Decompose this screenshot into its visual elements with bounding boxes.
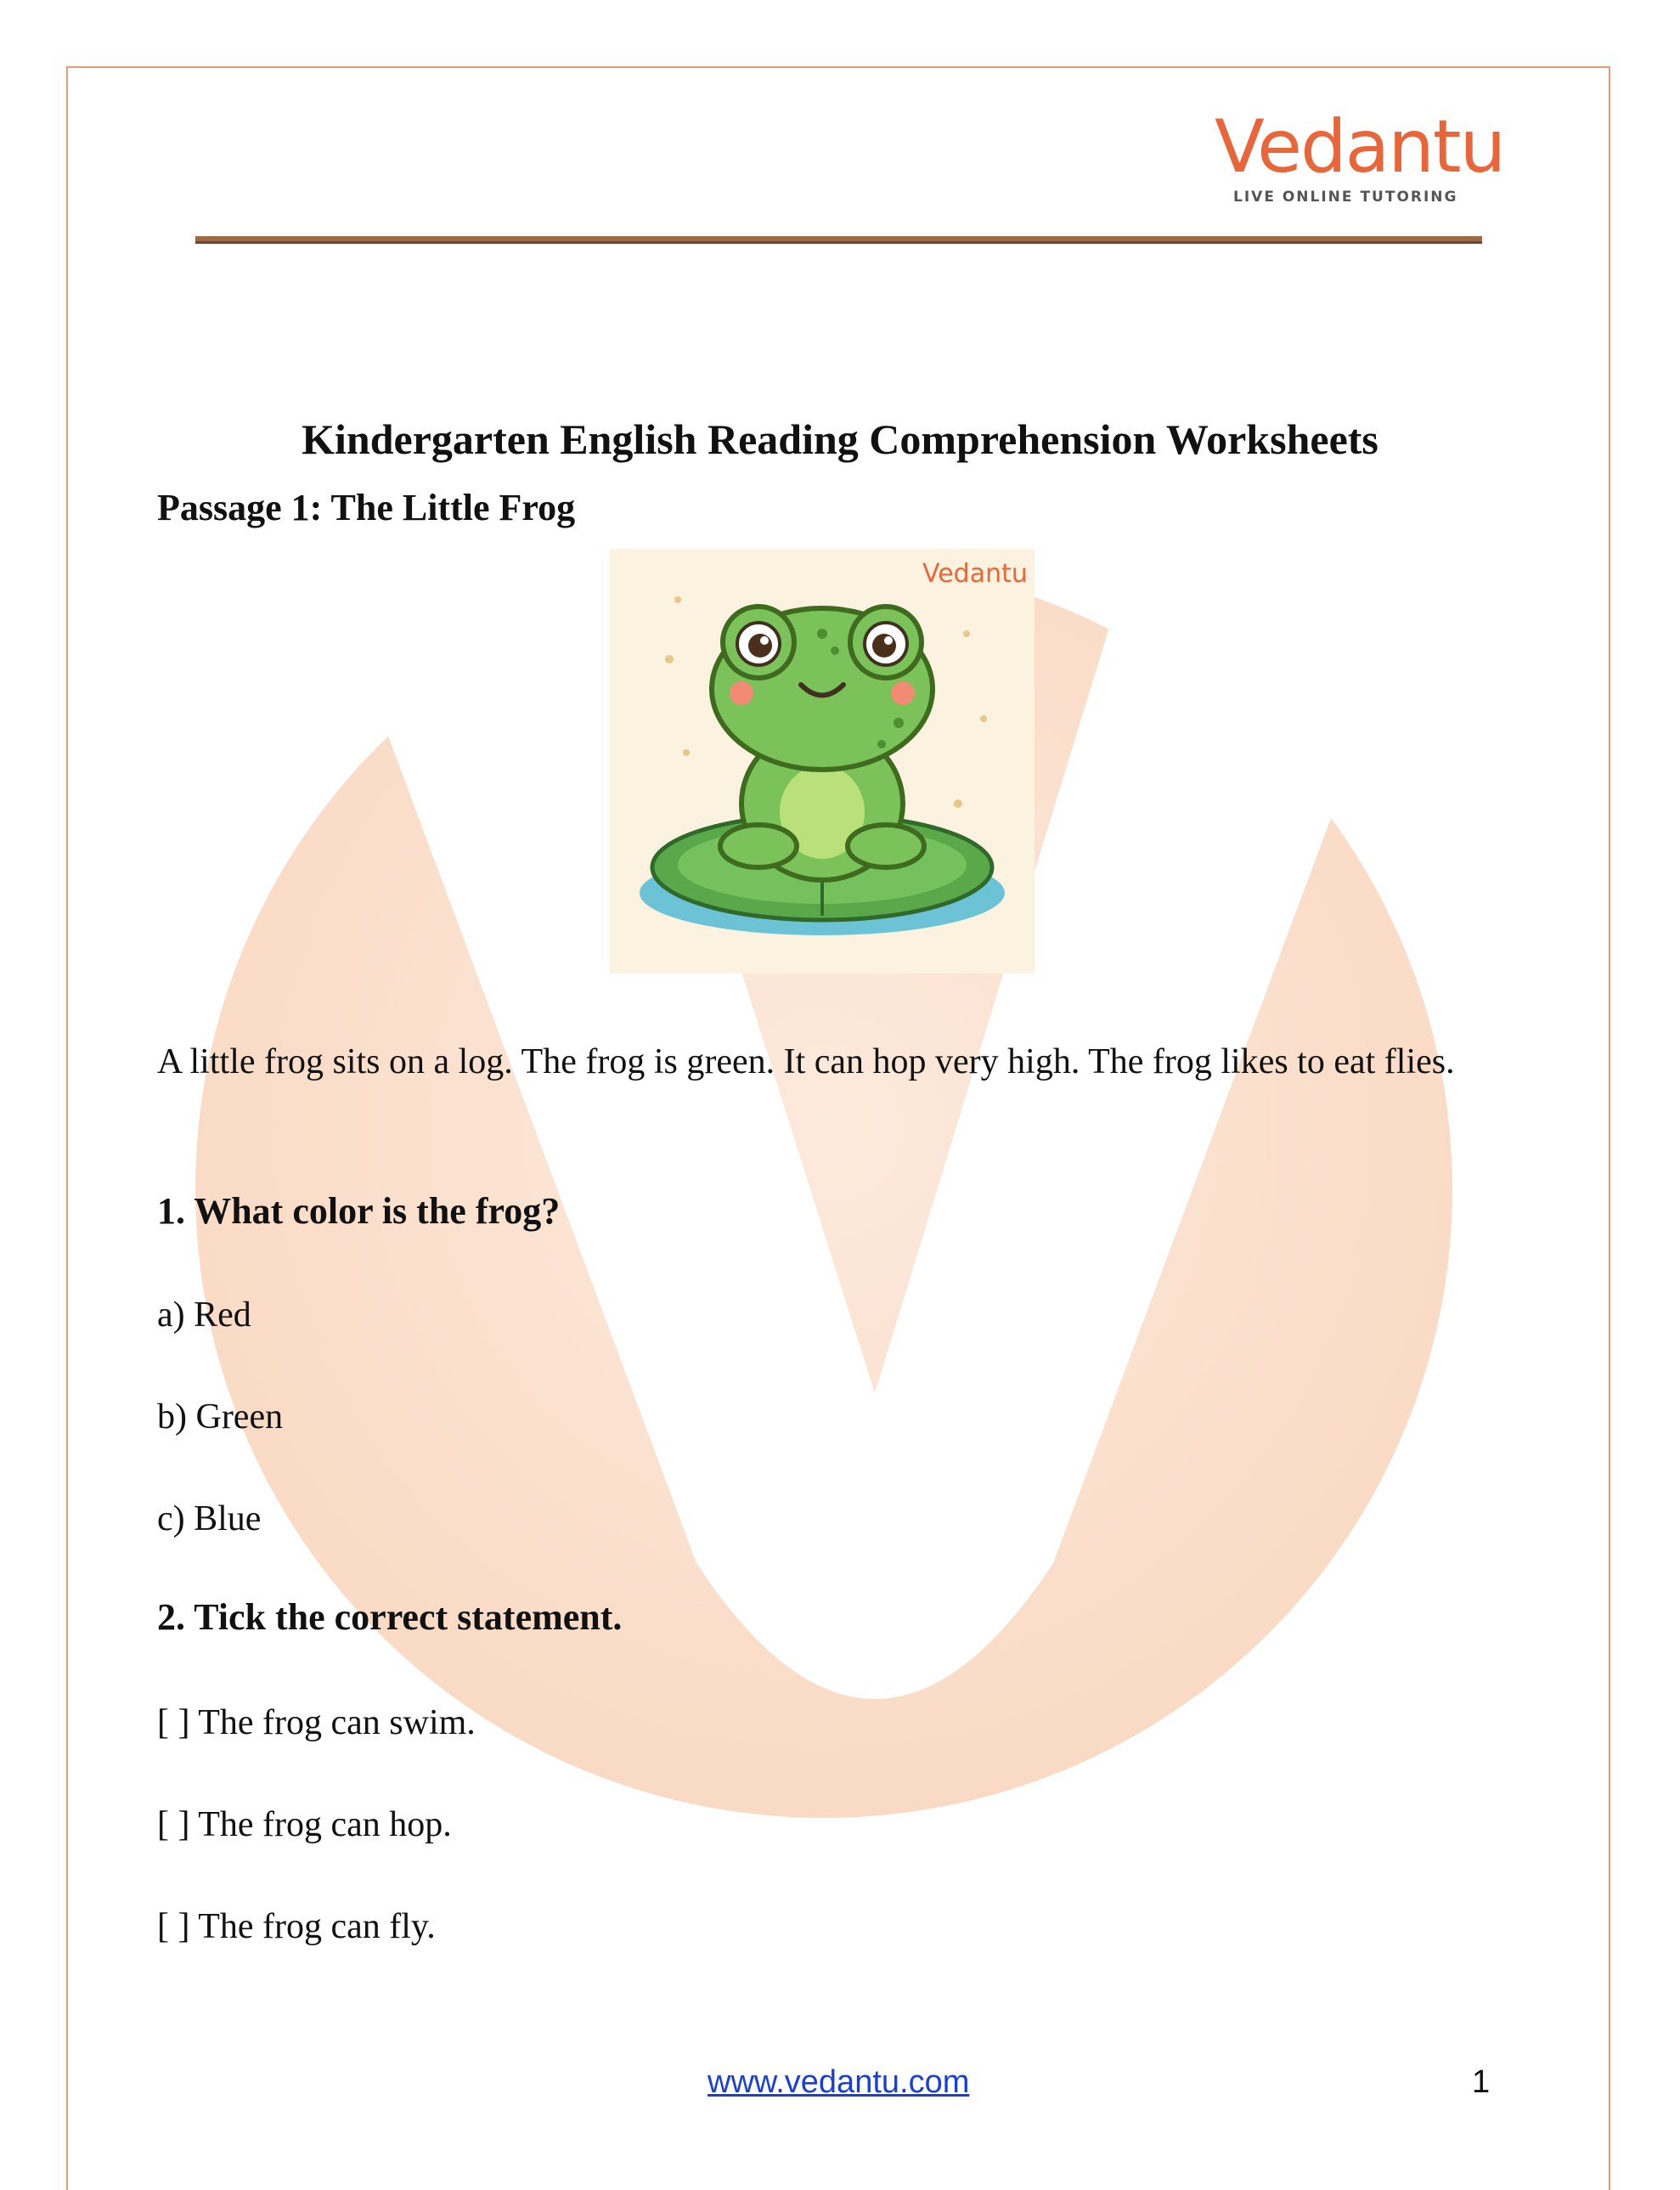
page-number: 1 xyxy=(1472,2064,1491,2100)
vedantu-logo xyxy=(1215,104,1505,212)
question-1-option-c: c) Blue xyxy=(157,1499,262,1538)
page-title: Kindergarten English Reading Comprehension Worksheets xyxy=(302,415,1378,463)
logo-wordmark: Vedantu xyxy=(1215,104,1505,189)
frog-illustration xyxy=(610,549,1034,974)
frog-icon xyxy=(610,549,1034,974)
question-2-option-1: [ ] The frog can swim. xyxy=(157,1703,476,1742)
footer-website-link[interactable]: www.vedantu.com xyxy=(708,2064,970,2100)
question-1-prompt: 1. What color is the frog? xyxy=(157,1190,561,1232)
logo-tagline: LIVE ONLINE TUTORING xyxy=(1233,189,1458,206)
image-brand-label: Vedantu xyxy=(922,559,1028,589)
passage-text: A little frog sits on a log. The frog is green. It can hop very high. The frog likes to eat flies. xyxy=(157,1042,1455,1081)
question-1-option-a: a) Red xyxy=(157,1295,251,1335)
question-1-option-b: b) Green xyxy=(157,1397,284,1436)
question-2-option-3: [ ] The frog can fly. xyxy=(157,1907,436,1946)
question-2-prompt: 2. Tick the correct statement. xyxy=(157,1596,623,1638)
question-2-option-2: [ ] The frog can hop. xyxy=(157,1805,452,1844)
passage-heading: Passage 1: The Little Frog xyxy=(157,487,576,528)
header-divider xyxy=(195,236,1482,245)
